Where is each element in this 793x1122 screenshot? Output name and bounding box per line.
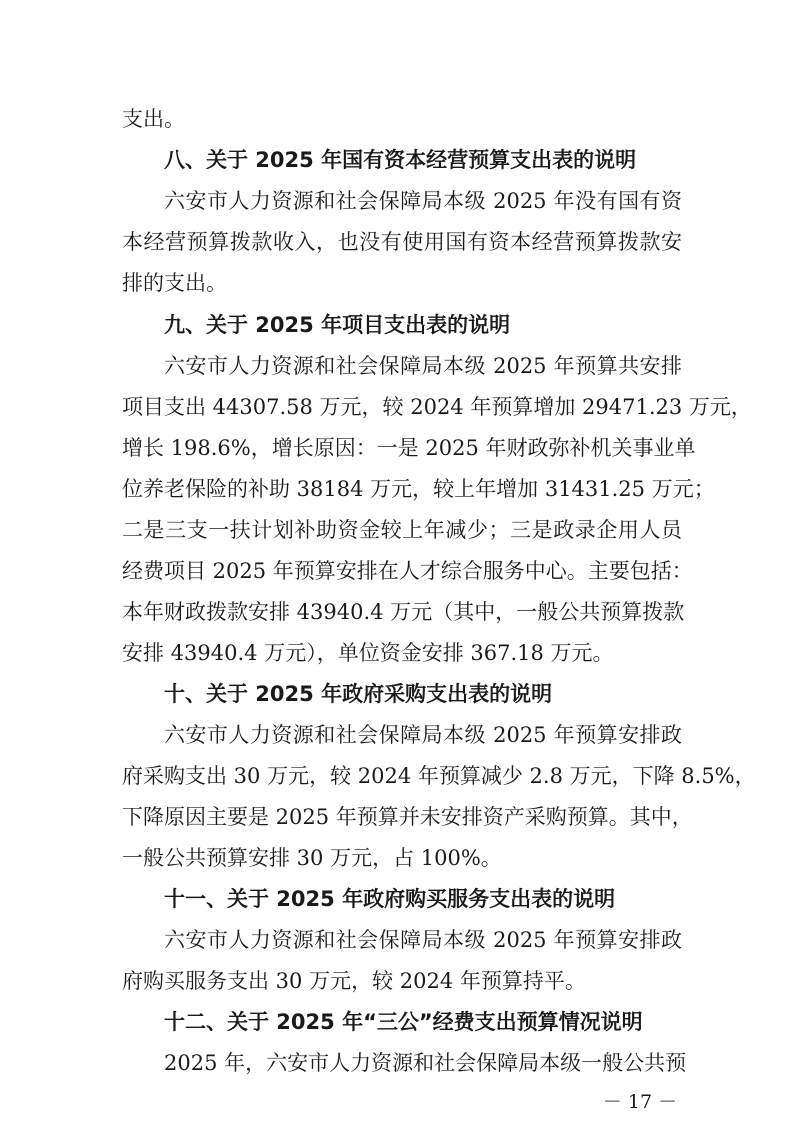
section-heading-11: 十一、关于 2025 年政府购买服务支出表的说明 <box>164 887 616 911</box>
body-line: 位养老保险的补助 38184 万元，较上年增加 31431.25 万元； <box>122 477 715 501</box>
body-line: 本经营预算拨款收入，也没有使用国有资本经营预算拨款安 <box>122 230 682 254</box>
body-line: 支出。 <box>122 107 185 131</box>
page-number: － 17 － <box>602 1091 678 1113</box>
body-line: 增长 198.6%，增长原因：一是 2025 年财政弥补机关事业单 <box>122 436 696 460</box>
body-line: 六安市人力资源和社会保障局本级 2025 年预算安排政 <box>164 723 682 747</box>
body-line: 本年财政拨款安排 43940.4 万元（其中，一般公共预算拨款 <box>122 600 685 624</box>
body-line: 2025 年，六安市人力资源和社会保障局本级一般公共预 <box>164 1051 687 1075</box>
section-heading-9: 九、关于 2025 年项目支出表的说明 <box>164 313 511 337</box>
section-heading-10: 十、关于 2025 年政府采购支出表的说明 <box>164 682 553 706</box>
body-line: 六安市人力资源和社会保障局本级 2025 年预算共安排 <box>164 354 682 378</box>
body-line: 排的支出。 <box>122 271 227 295</box>
body-line: 经费项目 2025 年预算安排在人才综合服务中心。主要包括： <box>122 559 693 583</box>
body-line: 府采购支出 30 万元，较 2024 年预算减少 2.8 万元，下降 8.5%， <box>122 764 756 788</box>
section-heading-8: 八、关于 2025 年国有资本经营预算支出表的说明 <box>164 148 637 172</box>
body-line: 下降原因主要是 2025 年预算并未安排资产采购预算。其中， <box>122 805 693 829</box>
body-line: 安排 43940.4 万元），单位资金安排 367.18 万元。 <box>122 641 614 665</box>
body-line: 府购买服务支出 30 万元，较 2024 年预算持平。 <box>122 969 586 993</box>
section-heading-12: 十二、关于 2025 年“三公”经费支出预算情况说明 <box>164 1010 643 1034</box>
body-line: 六安市人力资源和社会保障局本级 2025 年没有国有资 <box>164 189 682 213</box>
body-line: 一般公共预算安排 30 万元，占 100%。 <box>122 846 502 870</box>
body-line: 项目支出 44307.58 万元，较 2024 年预算增加 29471.23 万元， <box>122 395 752 419</box>
body-line: 六安市人力资源和社会保障局本级 2025 年预算安排政 <box>164 928 682 952</box>
body-line: 二是三支一扶计划补助资金较上年减少；三是政录企用人员 <box>122 518 682 542</box>
